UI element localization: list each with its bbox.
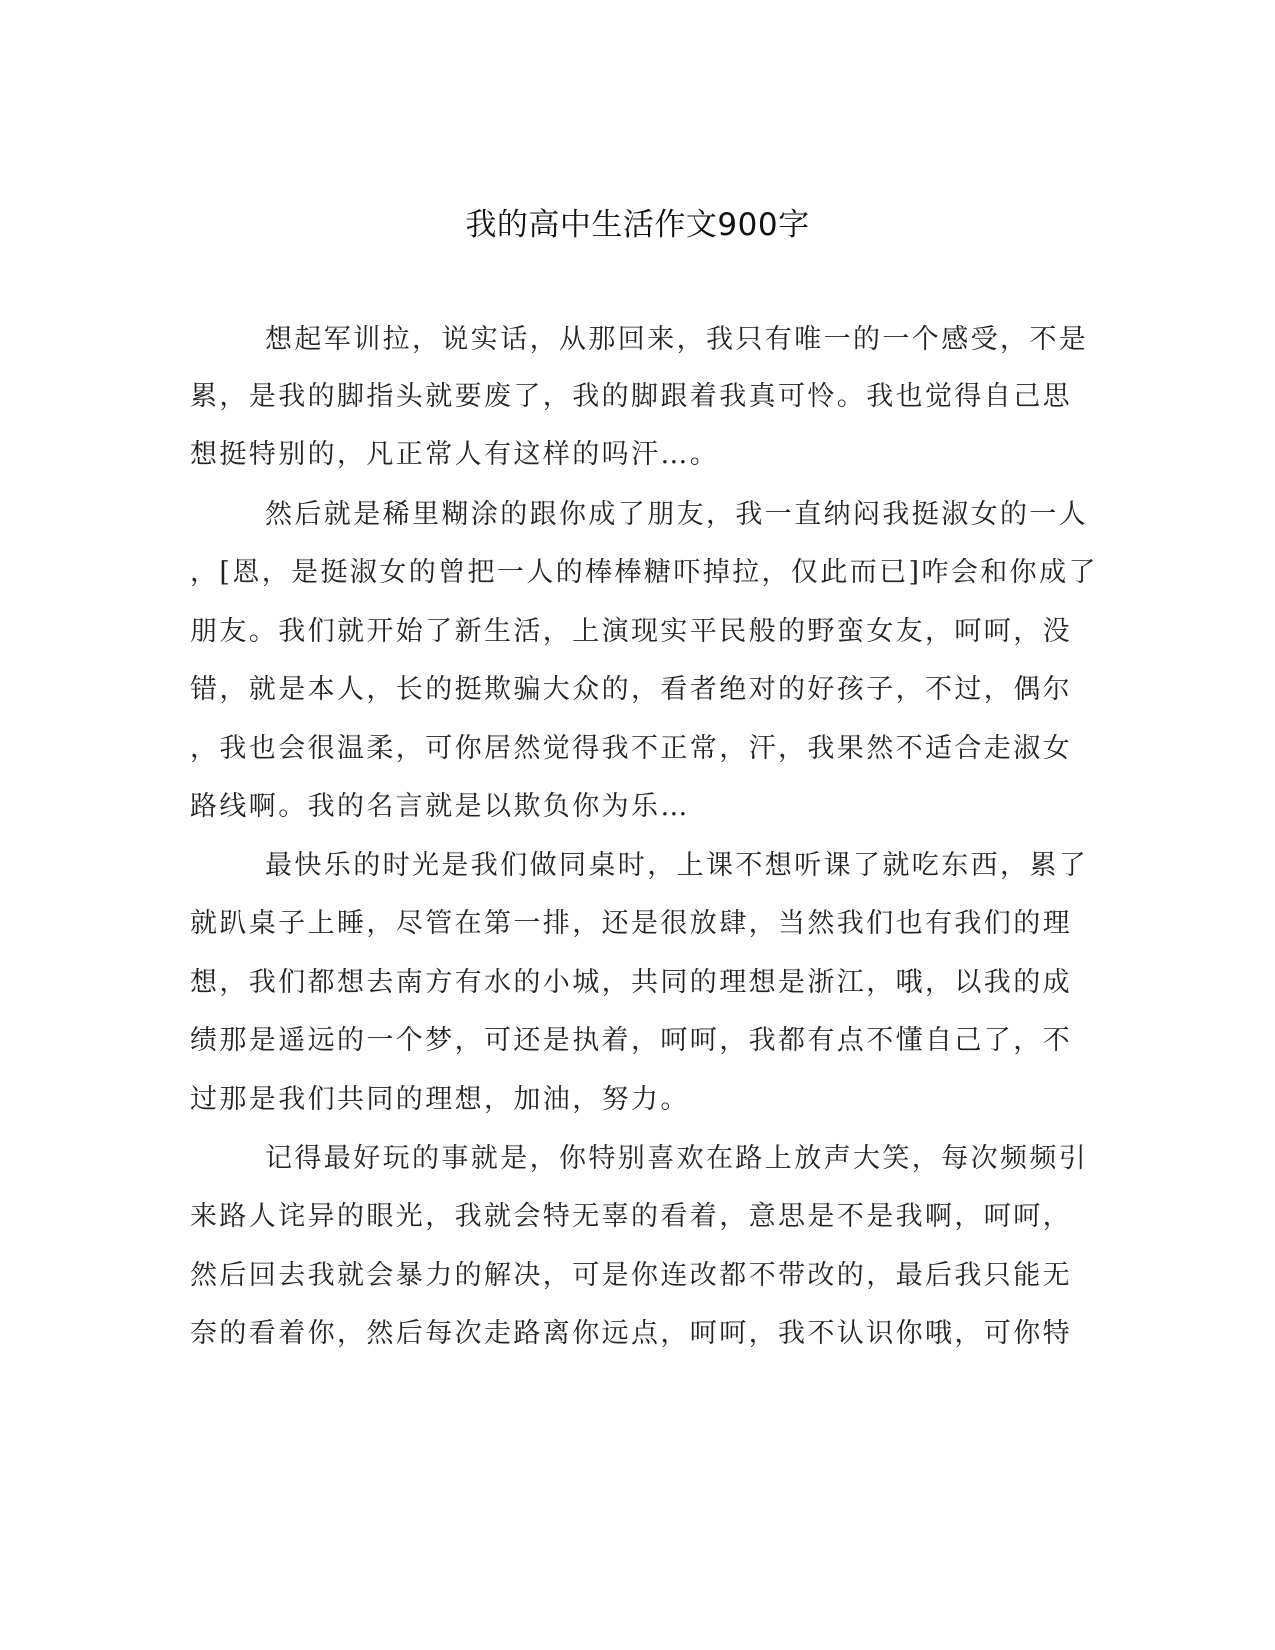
paragraph-2-line-2: ，[恩，是挺淑女的曾把一人的棒棒糖吓掉拉，仅此而已]咋会和你成了 xyxy=(190,557,1098,588)
paragraph-4-line-1: 记得最好玩的事就是，你特别喜欢在路上放声大笑，每次频频引 xyxy=(265,1143,1089,1174)
paragraph-2-line-1: 然后就是稀里糊涂的跟你成了朋友，我一直纳闷我挺淑女的一人 xyxy=(265,499,1089,530)
paragraph-1-line-1: 想起军训拉，说实话，从那回来，我只有唯一的一个感受，不是 xyxy=(265,324,1089,355)
paragraph-2-line-3: 朋友。我们就开始了新生活，上演现实平民般的野蛮女友，呵呵，没 xyxy=(190,616,1072,647)
paragraph-2-line-4: 错，就是本人，长的挺欺骗大众的，看者绝对的好孩子，不过，偶尔 xyxy=(190,674,1072,705)
paragraph-3-line-4: 绩那是遥远的一个梦，可还是执着，呵呵，我都有点不懂自己了，不 xyxy=(190,1025,1072,1056)
paragraph-3-line-1: 最快乐的时光是我们做同桌时，上课不想听课了就吃东西，累了 xyxy=(265,850,1089,881)
paragraph-4-line-4: 奈的看着你，然后每次走路离你远点，呵呵，我不认识你哦，可你特 xyxy=(190,1318,1072,1349)
paragraph-3-line-3: 想，我们都想去南方有水的小城，共同的理想是浙江，哦，以我的成 xyxy=(190,967,1072,998)
paragraph-2-line-6: 路线啊。我的名言就是以欺负你为乐… xyxy=(190,791,690,822)
paragraph-1-line-2: 累，是我的脚指头就要废了，我的脚跟着我真可怜。我也觉得自己思 xyxy=(190,381,1072,412)
paragraph-2-line-5: ，我也会很温柔，可你居然觉得我不正常，汗，我果然不适合走淑女 xyxy=(190,733,1072,764)
document-title: 我的高中生活作文900字 xyxy=(465,207,810,243)
paragraph-4-line-2: 来路人诧异的眼光，我就会特无辜的看着，意思是不是我啊，呵呵， xyxy=(190,1201,1072,1232)
paragraph-1-line-3: 想挺特别的，凡正常人有这样的吗汗…。 xyxy=(190,439,720,470)
paragraph-4-line-3: 然后回去我就会暴力的解决，可是你连改都不带改的，最后我只能无 xyxy=(190,1260,1072,1291)
paragraph-3-line-5: 过那是我们共同的理想，加油，努力。 xyxy=(190,1084,690,1115)
paragraph-3-line-2: 就趴桌子上睡，尽管在第一排，还是很放肆，当然我们也有我们的理 xyxy=(190,908,1072,939)
